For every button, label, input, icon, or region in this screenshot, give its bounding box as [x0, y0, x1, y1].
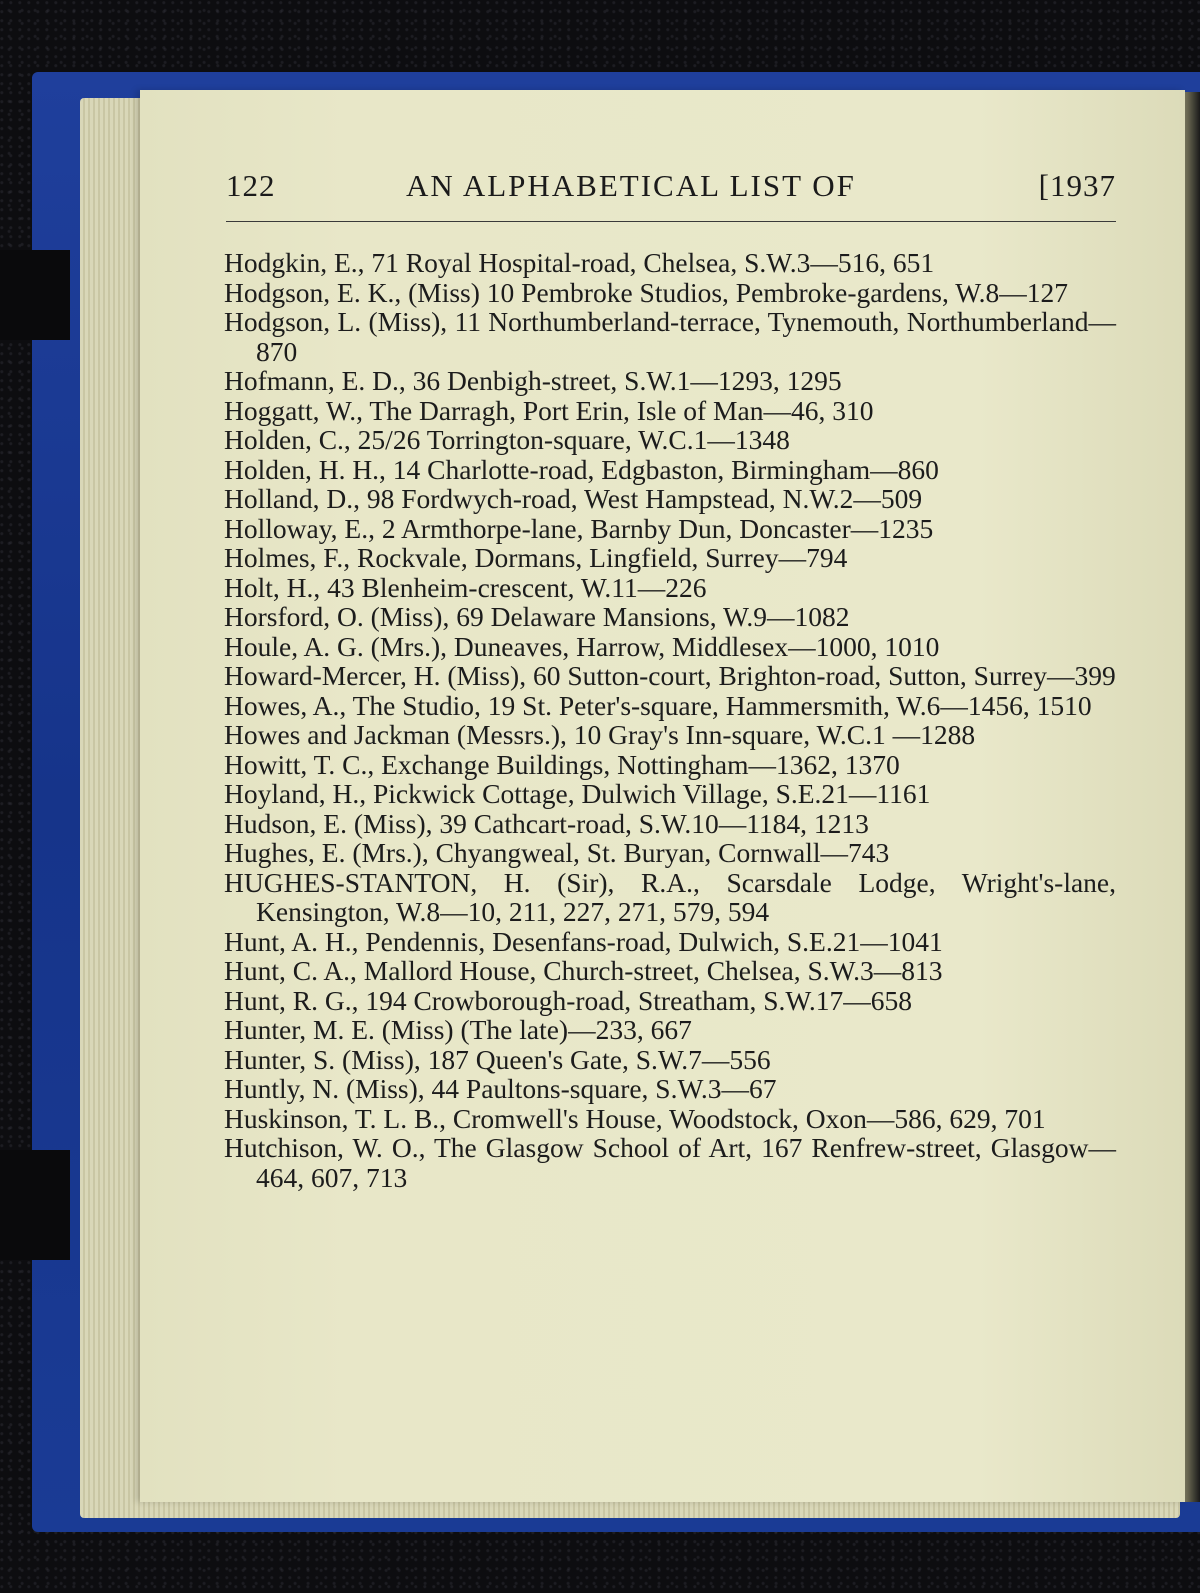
list-entry: Houle, A. G. (Mrs.), Duneaves, Harrow, Middlesex—1000, 1010	[224, 630, 940, 662]
list-entry: Hodgson, L. (Miss), 11 Northumberland-terrace, Tynemouth, Northumberland—870	[224, 306, 1116, 367]
list-entry: Hoyland, H., Pickwick Cottage, Dulwich Village, S.E.21—1161	[224, 778, 931, 809]
list-entry: Huskinson, T. L. B., Cromwell's House, Woodstock, Oxon—586, 629, 701	[224, 1102, 1046, 1134]
list-entry: Hunter, S. (Miss), 187 Queen's Gate, S.W.7—556	[224, 1043, 771, 1075]
header-year: [1937	[1038, 168, 1116, 203]
list-entry: Howes, A., The Studio, 19 St. Peter's-square, Hammersmith, W.6—1456, 1510	[224, 689, 1092, 721]
list-entry: Hoggatt, W., The Darragh, Port Erin, Isle of Man—46, 310	[224, 394, 874, 426]
list-entry: Hudson, E. (Miss), 39 Cathcart-road, S.W.10—1184, 1213	[224, 807, 869, 839]
list-entry: Hughes, E. (Mrs.), Chyangweal, St. Buryan, Cornwall—743	[224, 837, 890, 868]
list-entry: Huntly, N. (Miss), 44 Paultons-square, S.W.3—67	[224, 1073, 777, 1104]
list-entry: Hunt, C. A., Mallord House, Church-street, Chelsea, S.W.3—813	[224, 955, 943, 986]
list-entry: Holland, D., 98 Fordwych-road, West Hampstead, N.W.2—509	[224, 483, 923, 514]
binding-clip-top	[0, 250, 70, 340]
running-title: AN ALPHABETICAL LIST OF	[406, 168, 856, 203]
list-entry: Hodgkin, E., 71 Royal Hospital-road, Chelsea, S.W.3—516, 651	[224, 247, 935, 278]
page-number: 122	[226, 168, 276, 203]
list-entry: Holden, C., 25/26 Torrington-square, W.C.1—1348	[224, 424, 790, 455]
entry-list	[224, 248, 1116, 1192]
list-entry: HUGHES-STANTON, H. (Sir), R.A., Scarsdale Lodge, Wright's-lane, Kensington, W.8—10, 211, 227, 271, 579, 594	[224, 866, 1116, 927]
page-header	[226, 168, 1116, 208]
list-entry: Holden, H. H., 14 Charlotte-road, Edgbaston, Birmingham—860	[224, 453, 939, 485]
list-entry: Holmes, F., Rockvale, Dormans, Lingfield, Surrey—794	[224, 542, 848, 573]
list-entry: Hodgson, E. K., (Miss) 10 Pembroke Studios, Pembroke-gardens, W.8—127	[224, 276, 1069, 308]
list-entry: Hutchison, W. O., The Glasgow School of Art, 167 Renfrew-street, Glasgow—464, 607, 713	[224, 1132, 1116, 1193]
list-entry: Hunt, R. G., 194 Crowborough-road, Streatham, S.W.17—658	[224, 984, 912, 1016]
binding-clip-bottom	[0, 1150, 70, 1260]
list-entry: Hunter, M. E. (Miss) (The late)—233, 667	[224, 1014, 692, 1045]
list-entry: Holloway, E., 2 Armthorpe-lane, Barnby Dun, Doncaster—1235	[224, 512, 934, 544]
header-rule	[226, 221, 1116, 222]
list-entry: Hunt, A. H., Pendennis, Desenfans-road, Dulwich, S.E.21—1041	[224, 925, 943, 957]
list-entry: Hofmann, E. D., 36 Denbigh-street, S.W.1—1293, 1295	[224, 365, 842, 396]
list-entry: Holt, H., 43 Blenheim-crescent, W.11—226	[224, 571, 707, 603]
list-entry: Howard-Mercer, H. (Miss), 60 Sutton-court, Brighton-road, Sutton, Surrey—399	[224, 660, 1116, 691]
list-entry: Howes and Jackman (Messrs.), 10 Gray's Inn-square, W.C.1 —1288	[224, 719, 976, 750]
list-entry: Howitt, T. C., Exchange Buildings, Nottingham—1362, 1370	[224, 748, 900, 780]
list-entry: Horsford, O. (Miss), 69 Delaware Mansions, W.9—1082	[224, 601, 850, 632]
